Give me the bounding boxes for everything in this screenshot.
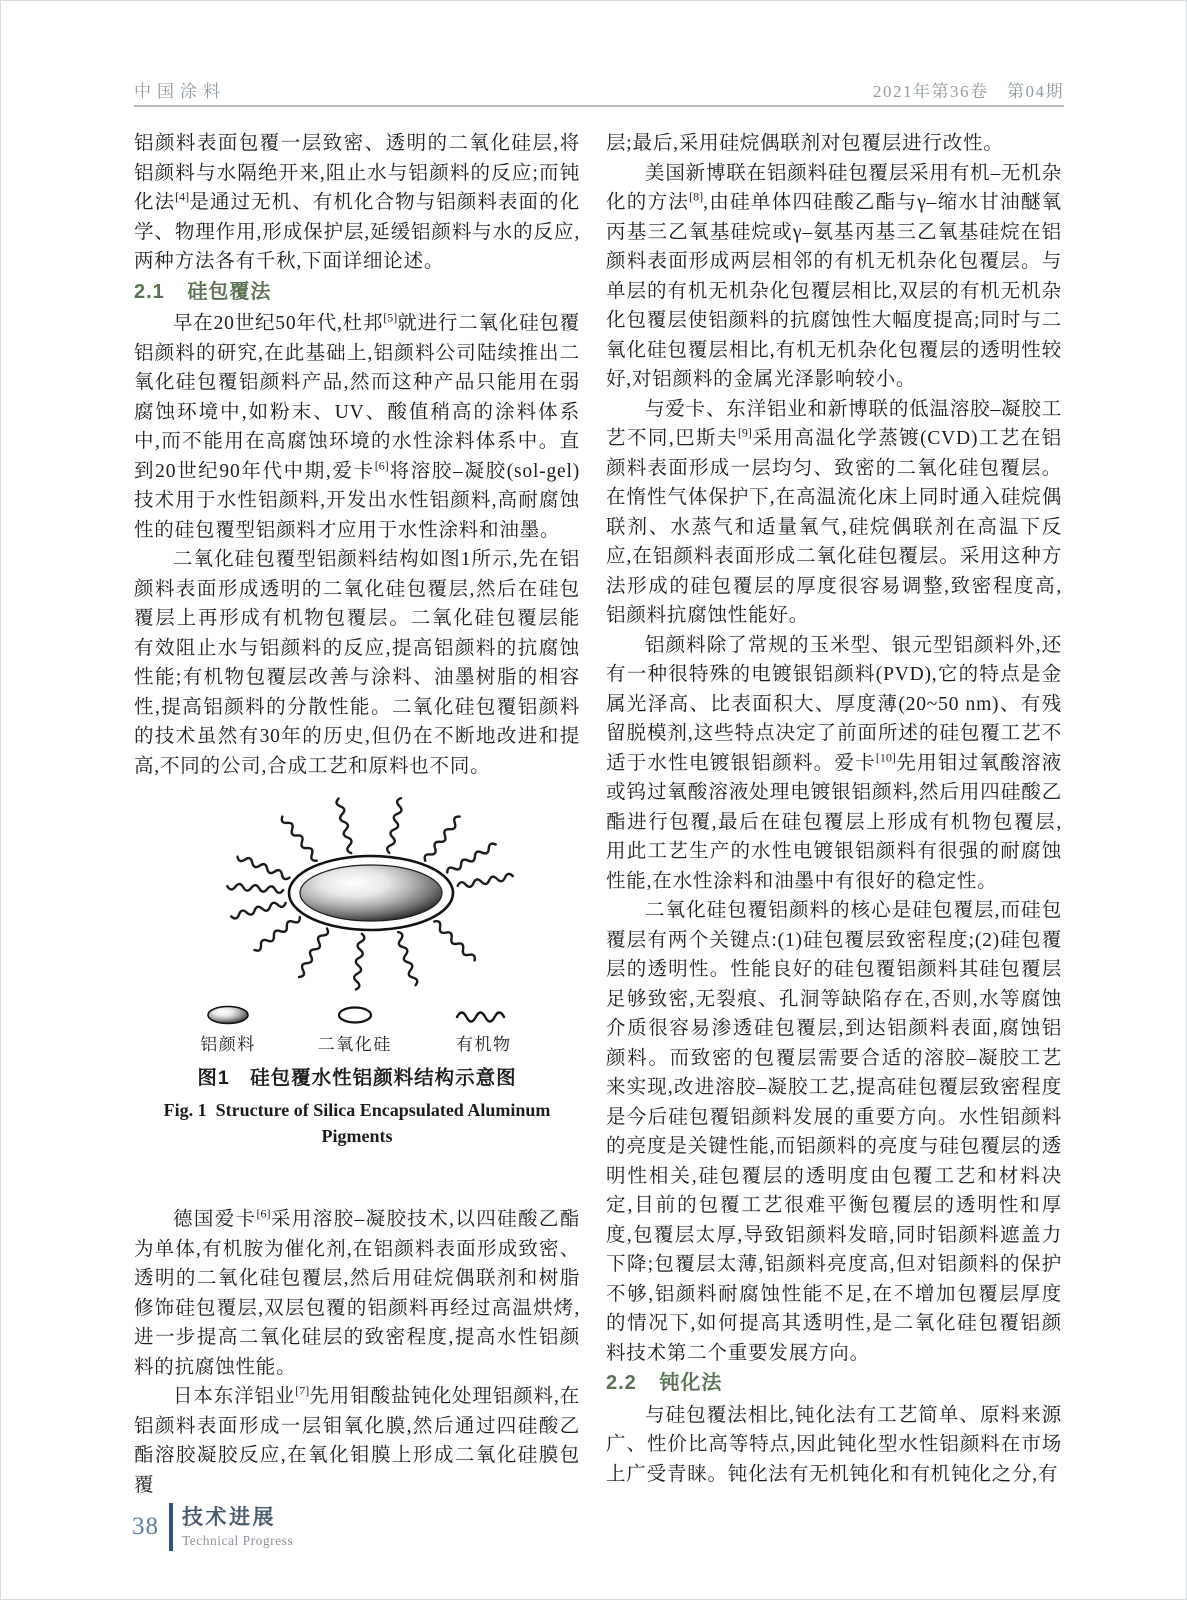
- pigment-structure-diagram: [134, 797, 580, 993]
- legend-item-silica: [318, 1005, 392, 1053]
- figure-legend: [134, 1005, 580, 1053]
- column-right: [606, 129, 1062, 1489]
- organic-squiggle: [395, 931, 418, 986]
- organic-squiggle: [446, 842, 497, 875]
- heading-number: 2.2: [606, 1372, 637, 1394]
- aluminum-pigment-symbol: [206, 1005, 250, 1025]
- legend-label-silica: 二氧化硅: [317, 1035, 392, 1054]
- journal-name: 中国涂料: [134, 82, 226, 101]
- organic-squiggle: [423, 815, 462, 863]
- right-paragraph-2: 美国新博联在铝颜料硅包覆层采用有机–无机杂化的方法[8],由硅单体四硅酸乙酯与γ–缩水甘油醚氧丙基三乙氧基硅烷或γ–氨基丙基三乙氧基硅烷在铝颜料表面形成两层相邻的有机无机杂化包覆层。与单层的有机无机杂化包覆层相比,双层的有机无机杂化包覆层使铝颜料的抗腐蚀性大幅度提高;同时与二氧化硅包覆层相比,有机无机杂化包覆层的透明性较好,对铝颜料的金属光泽影响较小。: [606, 162, 1062, 390]
- aluminum-core-ellipse: [300, 865, 442, 921]
- organic-squiggle: [386, 798, 404, 854]
- right-paragraph-1: 层;最后,采用硅烷偶联剂对包覆层进行改性。: [606, 133, 1004, 154]
- section-heading-2-1: [134, 278, 580, 308]
- organic-wave-symbol: [454, 1005, 514, 1025]
- organic-squiggle: [231, 900, 287, 919]
- organic-squiggle: [253, 915, 302, 953]
- organic-squiggle: [236, 854, 290, 881]
- heading-number: 2.1: [134, 280, 165, 303]
- organic-squiggle: [227, 883, 283, 893]
- footer-section-en: Technical Progress: [182, 1532, 294, 1548]
- column-left: [134, 129, 580, 1500]
- heading-title: 钝化法: [659, 1372, 723, 1394]
- figure-caption: [134, 1067, 580, 1149]
- left-paragraph-5: 日本东洋铝业[7]先用钼酸盐钝化处理铝颜料,在铝颜料表面形成一层钼氧化膜,然后通过四硅酸乙酯溶胶凝胶反应,在氧化钼膜上形成二氧化硅膜包覆: [134, 1383, 580, 1496]
- organic-squiggle: [432, 919, 476, 962]
- page-header: [134, 77, 1064, 102]
- left-paragraph-3: 二氧化硅包覆型铝颜料结构如图1所示,先在铝颜料表面形成透明的二氧化硅包覆层,然后在硅包覆层上再形成有机物包覆层。二氧化硅包覆层能有效阻止水与铝颜料的反应,提高铝颜料的抗腐蚀性能;有机物包覆层改善与涂料、油墨树脂的相容性,提高铝颜料的分散性能。二氧化硅包覆铝颜料的技术虽然有30年的历史,但仍在不断地改进和提高,不同的公司,合成工艺和原料也不同。: [134, 549, 580, 777]
- organic-squiggle: [353, 933, 365, 989]
- left-paragraph-4: 德国爱卡[6]采用溶胶–凝胶技术,以四硅酸乙酯为单体,有机胺为催化剂,在铝颜料表面形成致密、透明的二氧化硅包覆层,然后用硅烷偶联剂和树脂修饰硅包覆层,双层包覆的铝颜料再经过高温烘烤,进一步提高二氧化硅层的致密程度,提高水性铝颜料的抗腐蚀性能。: [134, 1206, 580, 1378]
- left-paragraph-1: 铝颜料表面包覆一层致密、透明的二氧化硅层,将铝颜料与水隔绝开来,阻止水与铝颜料的反应;而钝化法[4]是通过无机、有机化合物与铝颜料表面的化学、物理作用,形成保护层,延缓铝颜料与水的反应,两种方法各有千秋,下面详细论述。: [134, 133, 581, 272]
- footer-section: [182, 1505, 293, 1548]
- header-rule: [134, 105, 1064, 107]
- legend-label-aluminum: 铝颜料: [200, 1035, 256, 1054]
- legend-item-organic: [454, 1005, 514, 1053]
- footer-divider: [169, 1503, 173, 1551]
- issue-info: 2021年第36卷 第04期: [873, 82, 1064, 101]
- page-footer: [132, 1503, 293, 1551]
- right-paragraph-3: 与爱卡、东洋铝业和新博联的低温溶胶–凝胶工艺不同,巴斯夫[9]采用高温化学蒸镀(CVD)工艺在铝颜料表面形成一层均匀、致密的二氧化硅包覆层。在惰性气体保护下,在高温流化床上同时通入硅烷偶联剂、水蒸气和适量氧气,硅烷偶联剂在高温下反应,在铝颜料表面形成二氧化硅包覆层。采用这种方法形成的硅包覆层的厚度很容易调整,致密程度高,铝颜料抗腐蚀性能好。: [606, 398, 1062, 626]
- right-paragraph-5: 二氧化硅包覆铝颜料的核心是硅包覆层,而硅包覆层有两个关键点:(1)硅包覆层致密程度;(2)硅包覆层的透明性。性能良好的硅包覆铝颜料其硅包覆层足够致密,无裂痕、孔洞等缺陷存在,否则,水等腐蚀介质很容易渗透硅包覆层,到达铝颜料表面,腐蚀铝颜料。而致密的包覆层需要合适的溶胶–凝胶工艺来实现,改进溶胶–凝胶工艺,提高硅包覆层致密程度是今后硅包覆铝颜料发展的重要方向。水性铝颜料的亮度是关键性能,而铝颜料的亮度与硅包覆层的透明性相关,硅包覆层的透明度由包覆工艺和材料决定,目前的包覆工艺很难平衡包覆层的透明性和厚度,包覆层太厚,导致铝颜料发暗,同时铝颜料遮盖力下降;包覆层太薄,铝颜料亮度高,但对铝颜料的保护不够,铝颜料耐腐蚀性能不足,在不增加包覆层厚度的情况下,如何提高其透明性,是二氧化硅包覆铝颜料技术第二个重要发展方向。: [606, 900, 1062, 1364]
- right-paragraph-4: 铝颜料除了常规的玉米型、银元型铝颜料外,还有一种很特殊的电镀银铝颜料(PVD),它的特点是金属光泽高、比表面积大、厚度薄(20~50 nm)、有残留脱模剂,这些特点决定了前面所述的硅包覆工艺不适于水性电镀银铝颜料。爱卡[10]先用钼过氧酸溶液或钨过氧酸溶液处理电镀银铝颜料,然后用四硅酸乙酯进行包覆,最后在硅包覆层上形成有机物包覆层,用此工艺生产的水性电镀银铝颜料有很强的耐腐蚀性能,在水性涂料和油墨中有很好的稳定性。: [606, 634, 1062, 892]
- footer-section-zh: 技术进展: [182, 1506, 276, 1530]
- organic-squiggle: [457, 873, 513, 889]
- section-heading-2-2: [606, 1369, 1062, 1399]
- organic-squiggle: [336, 798, 354, 854]
- right-paragraph-6: 与硅包覆法相比,钝化法有工艺简单、原料来源广、性价比高等特点,因此钝化型水性铝颜料在市场上广受青睐。钝化法有无机钝化和有机钝化之分,有: [606, 1404, 1062, 1485]
- page-number: 38: [132, 1513, 159, 1540]
- heading-title: 硅包覆法: [187, 280, 272, 303]
- figure-caption-zh: 图1 硅包覆水性铝颜料结构示意图: [197, 1067, 517, 1089]
- left-paragraph-2: 早在20世纪50年代,杜邦[5]就进行二氧化硅包覆铝颜料的研究,在此基础上,铝颜料公司陆续推出二氧化硅包覆铝颜料产品,然而这种产品只能用在弱腐蚀环境中,如粉末、UV、酸值稍高的涂料体系中,而不能用在高腐蚀环境的水性涂料体系中。直到20世纪90年代中期,爱卡[6]将溶胶–凝胶(sol-gel)技术用于水性铝颜料,开发出水性铝颜料,高耐腐蚀性的硅包覆型铝颜料才应用于水性涂料和油墨。: [134, 310, 581, 541]
- legend-item-aluminum: [200, 1005, 256, 1053]
- figure-caption-en: Fig. 1 Structure of Silica Encapsulated Aluminum Pigments: [163, 1100, 555, 1147]
- organic-squiggle: [296, 927, 329, 978]
- organic-squiggle: [280, 815, 319, 863]
- silica-symbol: [336, 1005, 374, 1025]
- legend-label-organic: 有机物: [456, 1035, 512, 1054]
- figure-1: [134, 797, 580, 1149]
